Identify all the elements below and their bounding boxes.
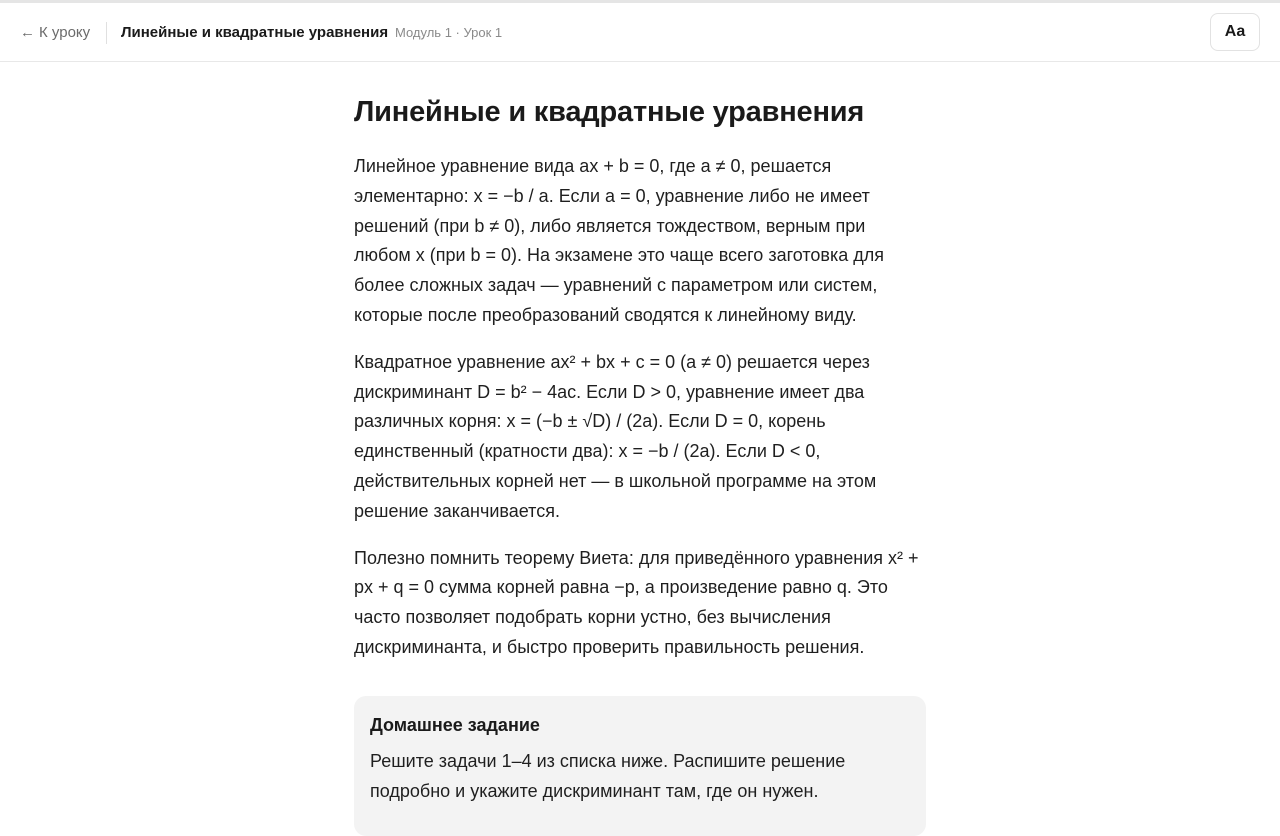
page-title: Линейные и квадратные уравнения <box>354 96 865 128</box>
homework-title: Домашнее задание <box>370 714 540 735</box>
lesson-header <box>0 3 1280 62</box>
paragraph-quadratic: Квадратное уравнение ax² + bx + c = 0 (a ≠ 0) решается через дискриминант D = b² − 4ac. Если D > 0, уравнение имеет два различных корня: x = (−b ± √D) / (2a). Если D = 0, корень единственный (кратности два): x = −b / (2a). Если D < 0, действительных корней нет — в школьной программе на этом решение заканчивается. <box>354 351 877 521</box>
paragraph-vieta: Полезно помнить теорему Виета: для приведённого уравнения x² + px + q = 0 сумма корней равна −p, а произведение равно q. Это часто позволяет подобрать корни устно, без вычисления дискриминанта, и быстро проверить правильность решения. <box>354 547 919 657</box>
paragraph-linear: Линейное уравнение вида ax + b = 0, где a ≠ 0, решается элементарно: x = −b / a. Если a = 0, уравнение либо не имеет решений (при b ≠ 0), либо является тождеством, верным при любом x (при b = 0). На экзамене это чаще всего заготовка для более сложных задач — уравнений с параметром или систем, которые после преобразований сводятся к линейному виду. <box>354 156 885 325</box>
header-divider <box>106 22 107 44</box>
back-to-lesson-link[interactable] <box>20 22 90 44</box>
homework-card <box>354 696 926 836</box>
font-settings-button[interactable]: Aa <box>1210 13 1260 51</box>
header-lesson-meta: Модуль 1 · Урок 1 <box>395 25 503 40</box>
header-lesson-title: Линейные и квадратные уравнения <box>121 24 389 41</box>
article-content <box>354 95 926 836</box>
back-arrow-icon: ← <box>20 24 35 41</box>
homework-text: Решите задачи 1–4 из списка ниже. Распишите решение подробно и укажите дискриминант там, где он нужен. <box>370 750 846 801</box>
back-link-label: К уроку <box>39 24 91 41</box>
